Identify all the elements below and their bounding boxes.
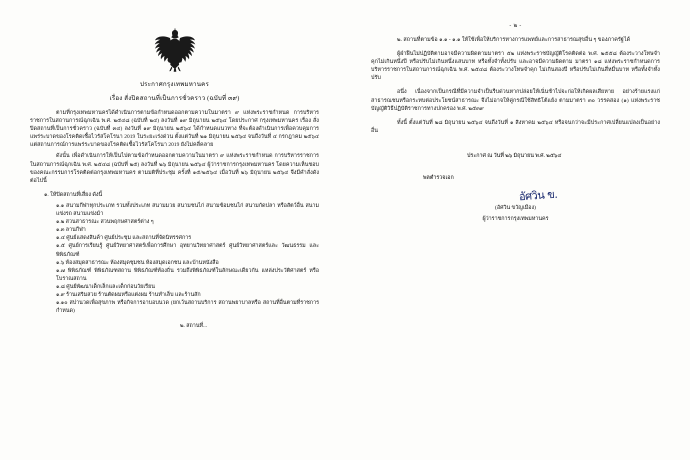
- garuda-emblem: [30, 28, 319, 72]
- list-item-1: ๑. ให้ปิดสถานที่เสี่ยง ดังนี้: [44, 191, 103, 198]
- signature-mark: [417, 187, 660, 204]
- signer-title: ผู้ว่าราชการกรุงเทพมหานคร: [482, 215, 549, 222]
- continuation-note: ๒. สถานที่...: [180, 323, 208, 330]
- list-item: ๑.๒ สวนสาธารณะ สวนพฤกษศาสตร์ต่าง ๆ: [56, 219, 154, 226]
- right-page-column: [345, 0, 690, 460]
- list-item: ๑.๑๐ สปานวดเพื่อสุขภาพ หรือกิจการอาบอบนวด (ยกเว้นสถานบริการ สถานพยาบาลหรือ สถานที่อื่นตามที่ราชการกำหนด): [56, 300, 319, 315]
- left-paragraph-1: ตามที่กรุงเทพมหานครได้ดำเนินการตามข้อกำหนดออกตามความในมาตรา ๙ แห่งพระราชกำหนด การบริหารราชการในสถานการณ์ฉุกเฉิน พ.ศ. ๒๕๔๘ (ฉบับที่ ๒๔) ลงวันที่ ๑๙ มิถุนายน ๒๕๖๔ โดยประกาศ กรุงเทพมหานคร เรื่อง สั่งปิดสถานที่เป็นการชั่วคราว (ฉบับที่ ๓๔) ลงวันที่ ๑๙ มิถุนายน ๒๕๖๔ ได้กำหนดแนวทาง ที่จะต้องดำเนินการเพื่อควบคุมการแพร่ระบาดของโรคติดเชื้อไวรัสโคโรนา 2019 ในระยะเร่งด่วน ตั้งแต่วันที่ ๒๑ มิถุนายน ๒๕๖๔ จนถึงวันที่ ๔ กรกฎาคม ๒๕๖๔ แต่สถานการณ์การแพร่ระบาดของโรคติดเชื้อไวรัสโคโรนา 2019 ยังไม่คลี่คลาย: [30, 110, 319, 149]
- header-line-2: เรื่อง สั่งปิดสถานที่เป็นการชั่วคราว (ฉบับที่ ๓๙): [109, 95, 240, 102]
- right-paragraph-1: ผู้ฝ่าฝืนไม่ปฏิบัติตามอาจมีความผิดตามมาตรา ๕๒ แห่งพระราชบัญญัติโรคติดต่อ พ.ศ. ๒๕๕๘ ต้องระวางโทษจำคุกไม่เกินหนึ่งปี หรือปรับไม่เกินหนึ่งแสนบาท หรือทั้งจำทั้งปรับ และอาจมีความผิดตาม มาตรา ๑๘ แห่งพระราชกำหนดการบริหารราชการในสถานการณ์ฉุกเฉิน พ.ศ. ๒๕๔๘ ต้องระวางโทษจำคุก ไม่เกินสองปี หรือปรับไม่เกินสี่หมื่นบาท หรือทั้งจำทั้งปรับ: [371, 51, 660, 82]
- list-item: ๑.๖ ห้องสมุดสาธารณะ ห้องสมุดชุมชน ห้องสมุดเอกชน และบ้านหนังสือ: [56, 259, 219, 266]
- list-item-2: ๒. สถานที่ตามข้อ ๑.๑ - ๑.๑ ให้ใช้เพื่อให้บริการทางการแพทย์และการสาธารณสุขอื่น ๆ ของภาครัฐได้: [397, 37, 631, 43]
- header-line-1: ประกาศกรุงเทพมหานคร: [139, 81, 209, 88]
- list-item: ๑.๘ ศูนย์พัฒนาเด็กเล็กและเด็กก่อนวัยเรียน: [56, 283, 155, 290]
- document-header: [30, 80, 319, 103]
- right-paragraph-3: ทั้งนี้ ตั้งแต่วันที่ ๒๘ มิถุนายน ๒๕๖๔ จนถึงวันที่ ๑ สิงหาคม ๒๕๖๔ หรือจนกว่าจะมีประกาศเปลี่ยนแปลงเป็นอย่างอื่น: [371, 119, 660, 134]
- signer-name: (อัศวิน ขวัญเมือง): [495, 205, 536, 212]
- right-paragraph-2: อนึ่ง เนื่องจากเป็นกรณีที่มีความจำเป็นรีบด่วนหากปล่อยให้เนิ่นช้าไปจะก่อให้เกิดผลเสียหาย อย่างร้ายแรงแก่สาธารณชนหรือกระทบต่อประโยชน์สาธารณะ จึงไม่อาจให้คู่กรณีใช้สิทธิโต้แย้ง ตามมาตรา ๓๐ วรรคสอง (๑) แห่งพระราชบัญญัติวิธีปฏิบัติราชการทางปกครอง พ.ศ. ๒๕๓๙: [371, 89, 660, 112]
- list-item: ๑.๔ ศูนย์แสดงสินค้า ศูนย์ประชุม และสถานที่จัดนิทรรศการ: [56, 235, 192, 242]
- announcement-date: ประกาศ ณ วันที่ ๒๖ มิถุนายน พ.ศ. ๒๕๖๔: [467, 152, 562, 159]
- signature-block: [371, 187, 660, 223]
- list-item: ๑.๑ สนามกีฬาทุกประเภท รวมทั้งประเภท สนามมวย สนามชนไก่ สนามซ้อมชนไก่ สนามกัดปลา หรือสัตว์อื่น สนามแข่งรถ สนามแข่งม้า: [56, 202, 319, 218]
- signer-rank: พลตำรวจเอก: [423, 174, 454, 181]
- left-paragraph-2: ดังนั้น เพื่อดำเนินการให้เป็นไปตามข้อกำหนดออกตามความในมาตรา ๙ แห่งพระราชกำหนด การบริหารราชการในสถานการณ์ฉุกเฉิน พ.ศ. ๒๕๔๘ (ฉบับที่ ๒๕) ลงวันที่ ๒๖ มิถุนายน ๒๕๖๔ ผู้ว่าราชการกรุงเทพมหานคร โดยความเห็นชอบของคณะกรรมการโรคติดต่อกรุงเทพมหานคร ตามมติที่ประชุม ครั้งที่ ๑๕/๒๕๖๔ เมื่อวันที่ ๒๖ มิถุนายน ๒๕๖๔ จึงมีคำสั่งดังต่อไปนี้: [30, 153, 319, 184]
- page-number: - ๒ -: [509, 23, 522, 29]
- list-item: ๑.๗ พิพิธภัณฑ์ พิพิธภัณฑสถาน พิพิธภัณฑ์ท้องถิ่น รวมถึงพิพิธภัณฑ์ในลักษณะเดียวกัน แหล่งประวัติศาสตร์ หรือโบราณสถาน: [56, 267, 319, 282]
- list-item: ๑.๓ ลานกีฬา: [56, 227, 86, 234]
- list-item: ๑.๙ ร้านเสริมสวย ร้านตัดผมหรือแต่งผม ร้านทำเล็บ และร้านสัก: [56, 291, 201, 298]
- handwritten-signature: อัศวิน ข.: [518, 187, 559, 204]
- list-item: ๑.๕ ศูนย์การเรียนรู้ ศูนย์วิทยาศาสตร์เพื่อการศึกษา อุทยานวิทยาศาสตร์ ศูนย์วิทยาศาสตร์และ วัฒนธรรม และพิพิธภัณฑ์: [56, 243, 319, 258]
